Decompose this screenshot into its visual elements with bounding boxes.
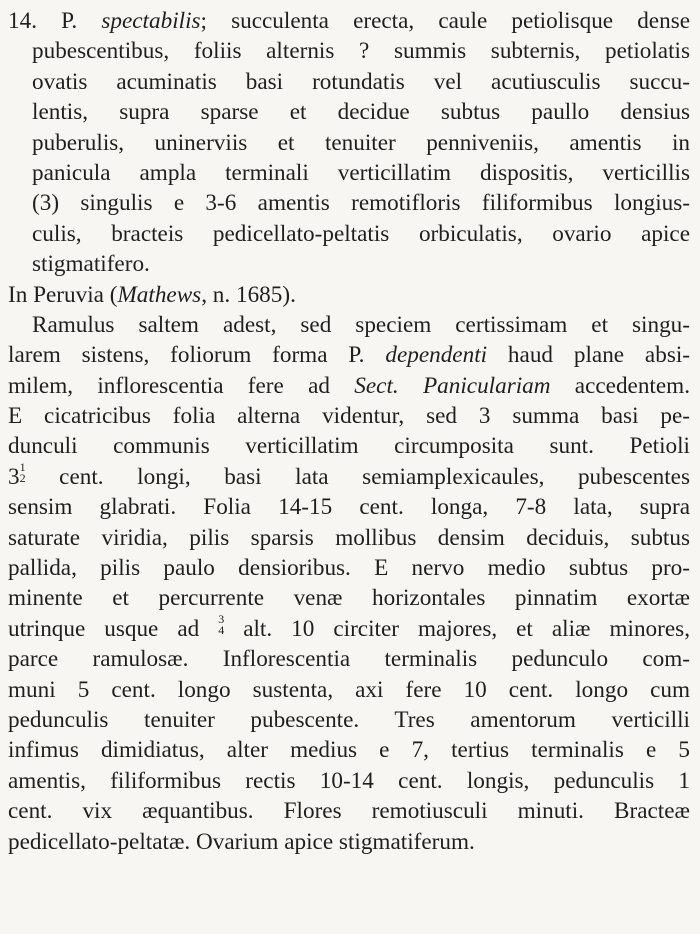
diagnosis-line: panicula ampla terminali verticillatim dispositis, verticillis [32,159,690,186]
diagnosis-line: culis, bracteis pedicellato-peltatis orbiculatis, ovario apice [32,220,690,247]
description-paragraph [8,310,690,857]
description-line: pallida, pilis paulo densioribus. E nervo medio subtus pro- [8,555,690,582]
species-number: 14. [8,8,37,34]
diagnosis-line: lentis, supra sparse et decidue subtus paullo densius [32,99,690,126]
description-line: muni 5 cent. longo sustenta, axi fere 10 cent. longo cum [8,676,690,703]
description-line: infimus dimidiatus, alter medius e 7, tertius terminalis e 5 [8,737,690,764]
description-line: sensim glabrati. Folia 14-15 cent. longa, 7-8 lata, supra [8,494,690,521]
description-line: Ramulus saltem adest, sed speciem certissimam et singu- [32,311,690,338]
fraction-three-quarters: 3 4 [218,611,225,637]
description-line: minente et percurrente venæ horizontales pinnatim exortæ [8,585,690,612]
description-line: parce ramulosæ. Inflorescentia terminalis pedunculo com- [8,646,690,673]
fraction-half: 1 2 [19,459,26,485]
description-line: E cicatricibus folia alterna videntur, sed 3 summa basi pe- [8,403,690,430]
diagnosis-line: puberulis, uninerviis et tenuiter penniveniis, amentis in [32,129,690,156]
species-epithet: spectabilis [101,8,201,34]
description-line: utrinque usque ad 3 4 alt. 10 circiter majores, et aliæ minores, [8,611,690,642]
description-line: pedicellato-peltatæ. Ovarium apice stigmatiferum. [8,828,475,855]
description-line: 3 1 2 cent. longi, basi lata semiamplexicaules, pubescentes [8,459,690,490]
description-line: pedunculis tenuiter pubescente. Tres amentorum verticilli [8,706,690,733]
diagnosis-line: ovatis acuminatis basi rotundatis vel acutiusculis succu- [32,68,690,95]
locality-line: In Peruvia (Mathews, n. 1685). [8,281,296,308]
diagnosis-line: pubescentibus, foliis alternis ? summis subternis, petiolatis [32,38,690,65]
description-line: dunculi communis verticillatim circumposita sunt. Petioli [8,433,690,460]
description-line: larem sistens, foliorum forma P. dependenti haud plane absi- [8,342,691,369]
species-diagnosis [8,6,690,280]
description-line: milem, inflorescentia fere ad Sect. Paniculariam accedentem. [8,372,690,399]
description-line: cent. vix æquantibus. Flores remotiusculi minuti. Bracteæ [8,798,690,825]
genus-abbrev: P. [61,8,78,34]
diagnosis-line: 14. P. spectabilis; succulenta erecta, caule petiolisque dense [8,8,691,34]
description-line: saturate viridia, pilis sparsis mollibus densim deciduis, subtus [8,524,690,551]
collector-name: Mathews [117,281,202,308]
description-line: amentis, filiformibus rectis 10-14 cent. longis, pedunculis 1 [8,767,690,794]
diagnosis-line: stigmatifero. [32,251,150,278]
diagnosis-line: (3) singulis e 3-6 amentis remotifloris filiformibus longius- [32,190,690,217]
